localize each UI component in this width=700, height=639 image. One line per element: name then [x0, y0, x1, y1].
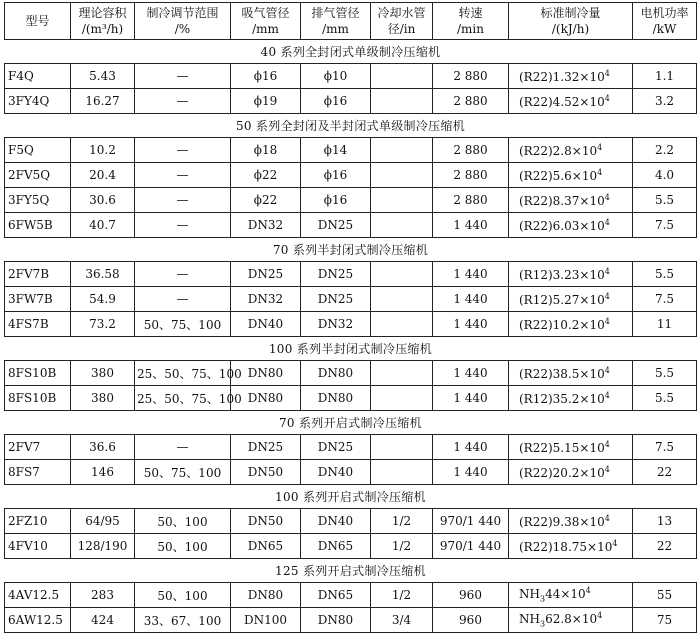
section-title: 100 系列半封闭式制冷压缩机: [5, 337, 697, 361]
times-ten-symbol: ×10: [579, 366, 605, 381]
refrigerant-label: (R22): [519, 193, 553, 208]
cell-volume: 36.58: [71, 262, 135, 287]
cell-volume: 10.2: [71, 138, 135, 163]
cell-range: 50、100: [135, 583, 231, 608]
cell-discharge: DN40: [301, 509, 371, 534]
cell-model: 2FV5Q: [5, 163, 71, 188]
cell-water: [371, 64, 433, 89]
cell-speed: 2 880: [433, 163, 509, 188]
cell-suction: DN80: [231, 583, 301, 608]
cell-suction: DN25: [231, 262, 301, 287]
refrigerant-label: (R22): [519, 218, 553, 233]
capacity-value: 35.2: [552, 391, 580, 406]
cell-model: 4FS7B: [5, 312, 71, 337]
header-line2: /mm: [252, 22, 279, 36]
cell-power: 13: [633, 509, 697, 534]
capacity-value: 44: [545, 587, 561, 602]
cell-range: 50、100: [135, 509, 231, 534]
cell-power: 55: [633, 583, 697, 608]
cell-volume: 424: [71, 608, 135, 633]
cell-capacity: [509, 583, 633, 608]
cell-speed: 1 440: [433, 361, 509, 386]
table-row: [5, 89, 697, 114]
section-title: 50 系列全封闭及半封闭式单级制冷压缩机: [5, 114, 697, 138]
cell-model: 3FY4Q: [5, 89, 71, 114]
cell-water: [371, 163, 433, 188]
cell-water: 3/4: [371, 608, 433, 633]
header-line2: /(m³/h): [81, 22, 124, 36]
cell-water: [371, 213, 433, 238]
refrigerant-label: (R22): [519, 317, 553, 332]
cell-suction: DN80: [231, 361, 301, 386]
cell-power: 3.2: [633, 89, 697, 114]
cell-model: 8FS10B: [5, 361, 71, 386]
cell-capacity: [509, 262, 633, 287]
cell-speed: 1 440: [433, 287, 509, 312]
times-ten-symbol: ×10: [560, 587, 586, 602]
cell-range: 33、67、100: [135, 608, 231, 633]
cell-volume: 40.7: [71, 213, 135, 238]
cell-discharge: ϕ16: [301, 163, 371, 188]
cell-model: 2FV7B: [5, 262, 71, 287]
cell-suction: DN32: [231, 213, 301, 238]
capacity-exponent: 4: [612, 538, 618, 548]
cell-water: [371, 89, 433, 114]
times-ten-symbol: ×10: [587, 539, 613, 554]
times-ten-symbol: ×10: [579, 69, 605, 84]
cell-model: 3FY5Q: [5, 188, 71, 213]
cell-speed: 970/1 440: [433, 509, 509, 534]
capacity-exponent: 4: [585, 586, 591, 596]
cell-range: —: [135, 287, 231, 312]
cell-capacity: [509, 435, 633, 460]
capacity-exponent: 4: [604, 192, 610, 202]
cell-discharge: ϕ14: [301, 138, 371, 163]
section-row: [5, 114, 697, 138]
cell-discharge: ϕ16: [301, 188, 371, 213]
table-row: [5, 138, 697, 163]
cell-capacity: [509, 287, 633, 312]
cell-discharge: DN25: [301, 287, 371, 312]
cell-model: F5Q: [5, 138, 71, 163]
table-row: [5, 583, 697, 608]
cell-water: 1/2: [371, 583, 433, 608]
times-ten-symbol: ×10: [579, 94, 605, 109]
cell-water: [371, 138, 433, 163]
cell-capacity: [509, 608, 633, 633]
header-suction-diameter: [231, 3, 301, 40]
capacity-exponent: 4: [597, 142, 603, 152]
header-model: [5, 3, 71, 40]
cell-speed: 1 440: [433, 262, 509, 287]
cell-water: [371, 386, 433, 411]
cell-speed: 960: [433, 608, 509, 633]
cell-range: 50、100: [135, 534, 231, 559]
cell-range: —: [135, 435, 231, 460]
cell-speed: 1 440: [433, 435, 509, 460]
capacity-exponent: 4: [597, 611, 603, 621]
section-row: [5, 337, 697, 361]
cell-power: 11: [633, 312, 697, 337]
capacity-exponent: 4: [604, 316, 610, 326]
cell-capacity: [509, 361, 633, 386]
cell-water: [371, 435, 433, 460]
section-row: [5, 40, 697, 64]
section-title: 100 系列开启式制冷压缩机: [5, 485, 697, 509]
times-ten-symbol: ×10: [571, 143, 598, 158]
cell-power: 7.5: [633, 213, 697, 238]
cell-water: [371, 312, 433, 337]
header-line1: 吸气管径: [241, 6, 290, 20]
cell-power: 5.5: [633, 361, 697, 386]
refrigerant-label: (R22): [519, 168, 553, 183]
capacity-value: 38.5: [552, 366, 580, 381]
cell-suction: ϕ22: [231, 188, 301, 213]
cell-model: 2FZ10: [5, 509, 71, 534]
cell-discharge: DN65: [301, 583, 371, 608]
cell-discharge: ϕ16: [301, 89, 371, 114]
header-line2: /%: [174, 22, 191, 36]
cell-capacity: [509, 64, 633, 89]
cell-range: 50、75、100: [135, 460, 231, 485]
cell-suction: DN50: [231, 509, 301, 534]
cell-power: 1.1: [633, 64, 697, 89]
cell-model: 3FW7B: [5, 287, 71, 312]
refrigerant-label: (R12): [519, 391, 553, 406]
cell-power: 75: [633, 608, 697, 633]
refrigerant-label: NH: [519, 587, 540, 602]
cell-volume: 283: [71, 583, 135, 608]
cell-water: [371, 287, 433, 312]
capacity-exponent: 4: [597, 167, 603, 177]
header-line1: 型号: [25, 14, 50, 28]
cell-capacity: [509, 213, 633, 238]
times-ten-symbol: ×10: [579, 391, 605, 406]
capacity-value: 1.32: [552, 69, 580, 84]
cell-range: —: [135, 163, 231, 188]
capacity-value: 6.03: [552, 218, 580, 233]
cell-suction: DN50: [231, 460, 301, 485]
cell-speed: 2 880: [433, 89, 509, 114]
cell-capacity: [509, 312, 633, 337]
header-line1: 理论容积: [78, 6, 127, 20]
times-ten-symbol: ×10: [579, 193, 605, 208]
cell-range: —: [135, 138, 231, 163]
cell-capacity: [509, 163, 633, 188]
cell-model: 6AW12.5: [5, 608, 71, 633]
header-cooling-water-diameter: [371, 3, 433, 40]
capacity-value: 8.37: [552, 193, 580, 208]
cell-power: 2.2: [633, 138, 697, 163]
cell-range: —: [135, 64, 231, 89]
header-line2: /kW: [652, 22, 677, 36]
cell-power: 4.0: [633, 163, 697, 188]
cell-model: F4Q: [5, 64, 71, 89]
times-ten-symbol: ×10: [579, 465, 605, 480]
header-cooling-capacity: [509, 3, 633, 40]
capacity-exponent: 4: [604, 291, 610, 301]
cell-suction: ϕ18: [231, 138, 301, 163]
times-ten-symbol: ×10: [571, 612, 598, 627]
capacity-exponent: 4: [604, 464, 610, 474]
cell-range: —: [135, 188, 231, 213]
cell-capacity: [509, 138, 633, 163]
table-row: [5, 312, 697, 337]
cell-speed: 2 880: [433, 138, 509, 163]
refrigerant-label: (R22): [519, 440, 553, 455]
capacity-exponent: 4: [604, 93, 610, 103]
cell-range: —: [135, 262, 231, 287]
header-line2: /(kJ/h): [551, 22, 590, 36]
cell-volume: 54.9: [71, 287, 135, 312]
refrigerant-subscript: 3: [539, 619, 546, 629]
capacity-value: 20.2: [552, 465, 580, 480]
table-row: [5, 608, 697, 633]
table-row: [5, 435, 697, 460]
cell-water: [371, 460, 433, 485]
header-line2: /mm: [322, 22, 349, 36]
cell-water: [371, 188, 433, 213]
capacity-exponent: 4: [604, 390, 610, 400]
cell-suction: DN32: [231, 287, 301, 312]
capacity-value: 5.6: [552, 168, 572, 183]
header-row: [5, 3, 697, 40]
header-line1: 冷却水管: [377, 6, 426, 20]
refrigerant-label: (R22): [519, 69, 553, 84]
refrigerant-label: (R22): [519, 539, 553, 554]
cell-power: 5.5: [633, 386, 697, 411]
cell-water: 1/2: [371, 534, 433, 559]
header-motor-power: [633, 3, 697, 40]
cell-power: 5.5: [633, 262, 697, 287]
refrigerant-label: (R22): [519, 366, 553, 381]
header-speed: [433, 3, 509, 40]
table-row: [5, 163, 697, 188]
cell-suction: DN40: [231, 312, 301, 337]
section-title: 125 系列开启式制冷压缩机: [5, 559, 697, 583]
cell-power: 22: [633, 460, 697, 485]
cell-speed: 2 880: [433, 188, 509, 213]
cell-suction: ϕ22: [231, 163, 301, 188]
capacity-exponent: 4: [604, 365, 610, 375]
cell-suction: ϕ16: [231, 64, 301, 89]
table-row: [5, 460, 697, 485]
cell-discharge: DN25: [301, 435, 371, 460]
refrigerant-subscript: 3: [539, 594, 546, 604]
cell-speed: 970/1 440: [433, 534, 509, 559]
cell-discharge: DN80: [301, 361, 371, 386]
cell-speed: 1 440: [433, 312, 509, 337]
capacity-value: 4.52: [552, 94, 580, 109]
capacity-value: 62.8: [545, 612, 572, 627]
section-title: 70 系列开启式制冷压缩机: [5, 411, 697, 435]
cell-range: —: [135, 213, 231, 238]
cell-volume: 5.43: [71, 64, 135, 89]
cell-range: 25、50、75、100: [135, 386, 231, 411]
table-row: [5, 188, 697, 213]
cell-volume: 36.6: [71, 435, 135, 460]
capacity-value: 5.27: [552, 292, 580, 307]
cell-model: 8FS10B: [5, 386, 71, 411]
compressor-spec-table: [4, 2, 697, 633]
capacity-value: 2.8: [552, 143, 572, 158]
cell-power: 7.5: [633, 287, 697, 312]
capacity-exponent: 4: [604, 439, 610, 449]
header-volume: [71, 3, 135, 40]
cell-water: [371, 262, 433, 287]
section-row: [5, 485, 697, 509]
cell-suction: DN80: [231, 386, 301, 411]
table-row: [5, 213, 697, 238]
cell-power: 5.5: [633, 188, 697, 213]
cell-water: [371, 361, 433, 386]
refrigerant-label: (R22): [519, 143, 553, 158]
times-ten-symbol: ×10: [579, 218, 605, 233]
refrigerant-label: (R22): [519, 94, 553, 109]
cell-volume: 73.2: [71, 312, 135, 337]
cell-power: 7.5: [633, 435, 697, 460]
header-line1: 制冷调节范围: [146, 6, 219, 20]
cell-speed: 1 440: [433, 213, 509, 238]
cell-capacity: [509, 509, 633, 534]
cell-volume: 128/190: [71, 534, 135, 559]
cell-range: 50、75、100: [135, 312, 231, 337]
times-ten-symbol: ×10: [579, 317, 605, 332]
times-ten-symbol: ×10: [579, 440, 605, 455]
cell-capacity: [509, 460, 633, 485]
cell-speed: 1 440: [433, 386, 509, 411]
header-adjust-range: [135, 3, 231, 40]
cell-range: —: [135, 89, 231, 114]
section-row: [5, 238, 697, 262]
table-row: [5, 287, 697, 312]
cell-discharge: DN65: [301, 534, 371, 559]
section-row: [5, 411, 697, 435]
times-ten-symbol: ×10: [579, 514, 605, 529]
cell-discharge: DN25: [301, 262, 371, 287]
table-row: [5, 509, 697, 534]
capacity-exponent: 4: [604, 266, 610, 276]
table-row: [5, 386, 697, 411]
section-row: [5, 559, 697, 583]
cell-volume: 30.6: [71, 188, 135, 213]
cell-model: 4FV10: [5, 534, 71, 559]
refrigerant-label: (R22): [519, 514, 553, 529]
cell-capacity: [509, 534, 633, 559]
cell-suction: DN25: [231, 435, 301, 460]
cell-suction: DN65: [231, 534, 301, 559]
header-line2: 径/in: [387, 22, 416, 36]
capacity-value: 3.23: [552, 267, 580, 282]
cell-range: 25、50、75、100: [135, 361, 231, 386]
times-ten-symbol: ×10: [579, 292, 605, 307]
cell-volume: 380: [71, 361, 135, 386]
cell-capacity: [509, 89, 633, 114]
cell-speed: 1 440: [433, 460, 509, 485]
cell-suction: DN100: [231, 608, 301, 633]
table-row: [5, 534, 697, 559]
header-line1: 标准制冷量: [540, 6, 601, 20]
refrigerant-label: (R12): [519, 292, 553, 307]
table-row: [5, 361, 697, 386]
cell-volume: 16.27: [71, 89, 135, 114]
cell-volume: 380: [71, 386, 135, 411]
capacity-value: 9.38: [552, 514, 580, 529]
cell-volume: 20.4: [71, 163, 135, 188]
times-ten-symbol: ×10: [571, 168, 598, 183]
section-title: 40 系列全封闭式单级制冷压缩机: [5, 40, 697, 64]
refrigerant-label: NH: [519, 612, 540, 627]
cell-volume: 64/95: [71, 509, 135, 534]
cell-discharge: DN32: [301, 312, 371, 337]
cell-water: 1/2: [371, 509, 433, 534]
cell-power: 22: [633, 534, 697, 559]
cell-discharge: DN40: [301, 460, 371, 485]
cell-volume: 146: [71, 460, 135, 485]
cell-discharge: ϕ10: [301, 64, 371, 89]
capacity-value: 18.75: [552, 539, 588, 554]
capacity-value: 5.15: [552, 440, 580, 455]
header-line2: /min: [457, 22, 484, 36]
cell-speed: 960: [433, 583, 509, 608]
table-row: [5, 64, 697, 89]
capacity-exponent: 4: [604, 513, 610, 523]
refrigerant-label: (R12): [519, 267, 553, 282]
capacity-value: 10.2: [552, 317, 580, 332]
header-discharge-diameter: [301, 3, 371, 40]
refrigerant-label: (R22): [519, 465, 553, 480]
times-ten-symbol: ×10: [579, 267, 605, 282]
cell-model: 8FS7: [5, 460, 71, 485]
cell-suction: ϕ19: [231, 89, 301, 114]
cell-model: 2FV7: [5, 435, 71, 460]
cell-speed: 2 880: [433, 64, 509, 89]
table-body: [5, 40, 697, 633]
cell-model: 6FW5B: [5, 213, 71, 238]
section-title: 70 系列半封闭式制冷压缩机: [5, 238, 697, 262]
header-line1: 排气管径: [311, 6, 360, 20]
capacity-exponent: 4: [604, 68, 610, 78]
cell-capacity: [509, 188, 633, 213]
header-line1: 电机功率: [640, 6, 689, 20]
cell-capacity: [509, 386, 633, 411]
capacity-exponent: 4: [604, 217, 610, 227]
header-line1: 转速: [458, 6, 483, 20]
cell-model: 4AV12.5: [5, 583, 71, 608]
cell-discharge: DN80: [301, 386, 371, 411]
table-row: [5, 262, 697, 287]
cell-discharge: DN25: [301, 213, 371, 238]
cell-discharge: DN80: [301, 608, 371, 633]
